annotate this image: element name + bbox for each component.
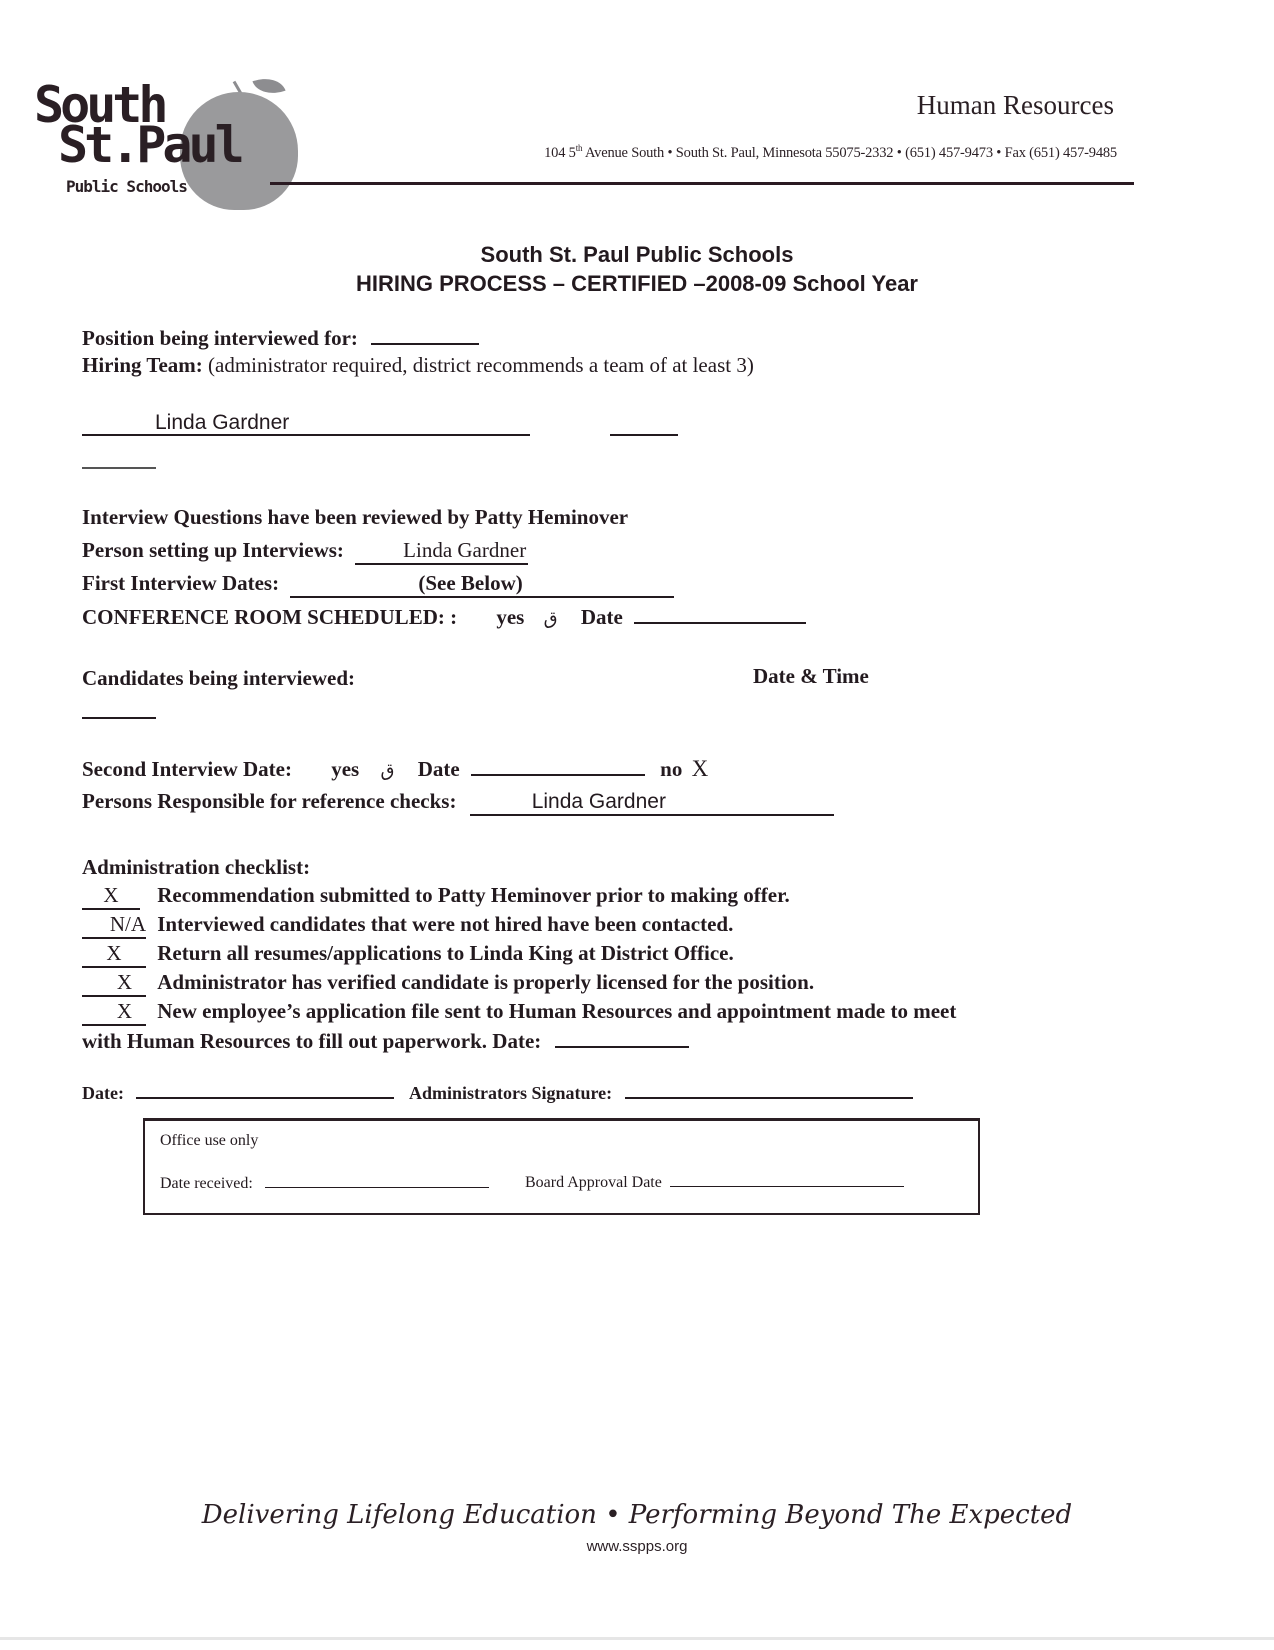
checklist-mark-text: X [116,999,132,1023]
first-dates-row [82,571,674,598]
checklist-item [82,941,734,968]
signature-date-field[interactable] [136,1083,394,1099]
hiring-team-member-line [82,434,530,436]
checklist-mark[interactable]: X [82,883,140,910]
second-interview-label: Second Interview Date: [82,757,292,781]
references-value[interactable]: Linda Gardner [470,790,834,816]
board-approval-row [525,1174,904,1192]
conference-label: CONFERENCE ROOM SCHEDULED: : [82,605,458,629]
address-number: 104 5 [544,144,576,161]
hr-appointment-date-field[interactable] [555,1028,689,1048]
department-title: Human Resources [916,90,1114,120]
checklist-mark-text: X [116,970,132,994]
second-interview-date-field[interactable] [471,756,645,776]
checklist-item [82,912,733,939]
position-field[interactable] [371,325,479,345]
second-interview-date-label: Date [417,757,460,781]
first-dates-label: First Interview Dates: [82,571,280,595]
checklist-heading: Administration checklist: [82,855,311,879]
hiring-team-label: Hiring Team: [82,353,203,377]
date-received-field[interactable] [265,1175,489,1188]
checklist-mark[interactable]: N/A [82,912,146,939]
checklist-item [82,883,790,910]
address-rest: Avenue South • South St. Paul, Minnesota 55075-2332 • (651) 457-9473 • Fax (651) 457-9485 [582,144,1117,161]
board-approval-field[interactable] [670,1174,904,1187]
footer-website[interactable]: www.sspps.org [586,1538,688,1555]
conference-date-field[interactable] [634,604,806,624]
office-use-heading: Office use only [160,1132,259,1149]
conference-date-label: Date [580,605,623,629]
signature-row [82,1083,913,1104]
checklist-continuation-row [82,1028,689,1054]
conference-yes: yes [496,605,525,629]
position-label: Position being interviewed for: [82,326,358,350]
person-setting-label: Person setting up Interviews: [82,538,344,562]
header-divider [270,182,1134,185]
checklist-text: Administrator has verified candidate is properly licensed for the position. [157,970,815,994]
logo-text-south: South [34,76,165,134]
conference-yes-checkbox-icon[interactable]: ق [543,608,558,629]
hiring-team-note: (administrator required, district recommends a team of at least 3) [202,353,754,377]
second-interview-no-label: no [660,757,683,781]
office-use-box [143,1118,980,1215]
person-setting-row [82,538,528,565]
person-setting-value[interactable]: Linda Gardner [355,538,528,565]
hiring-team-member[interactable]: Linda Gardner [155,411,290,434]
second-interview-yes: yes [331,757,360,781]
date-time-label: Date & Time [753,664,869,688]
conference-row [82,604,806,630]
footer-motto: Delivering Lifelong Education • Performing Beyond The Expected [201,1500,1073,1530]
document-title: South St. Paul Public Schools [480,242,794,267]
checklist-text: New employee’s application file sent to Human Resources and appointment made to meet [157,999,957,1023]
scan-edge [0,1637,1274,1640]
document-subtitle: HIRING PROCESS – CERTIFIED –2008-09 School Year [355,271,918,296]
address-superscript: th [575,143,583,153]
date-received-row [160,1175,489,1193]
checklist-item [82,970,814,997]
date-received-label: Date received: [160,1175,253,1192]
questions-reviewed: Interview Questions have been reviewed by Patty Heminover [82,505,629,529]
checklist-mark[interactable]: X [82,941,146,968]
second-interview-no-mark[interactable]: X [691,756,709,781]
first-dates-value[interactable]: (See Below) [290,571,674,598]
hiring-team-extra-line [610,434,678,436]
candidate-line [82,717,156,719]
checklist-mark[interactable] [82,999,146,1026]
logo-text-st-paul: St.Paul [58,116,241,174]
admin-signature-field[interactable] [625,1083,913,1099]
board-approval-label: Board Approval Date [525,1174,662,1191]
position-row [82,325,479,351]
hiring-team-row [82,353,754,378]
hiring-team-extra-line-2 [82,467,156,469]
school-logo [30,72,280,207]
candidates-label: Candidates being interviewed: [82,666,355,690]
checklist-text: Return all resumes/applications to Linda King at District Office. [157,941,734,965]
checklist-text: Recommendation submitted to Patty Heminover prior to making offer. [157,883,790,907]
logo-text-public-schools: Public Schools [66,177,187,196]
second-interview-row [82,756,708,782]
checklist-text: Interviewed candidates that were not hired have been contacted. [157,912,734,936]
references-label: Persons Responsible for reference checks: [82,789,457,813]
checklist-item [82,999,956,1026]
checklist-mark[interactable] [82,970,146,997]
admin-signature-label: Administrators Signature: [408,1083,613,1103]
address-line [544,143,1117,162]
references-row [82,789,834,816]
second-interview-yes-checkbox-icon[interactable]: ق [380,760,395,781]
signature-date-label: Date: [82,1083,124,1103]
checklist-continuation: with Human Resources to fill out paperwork. Date: [82,1029,542,1053]
